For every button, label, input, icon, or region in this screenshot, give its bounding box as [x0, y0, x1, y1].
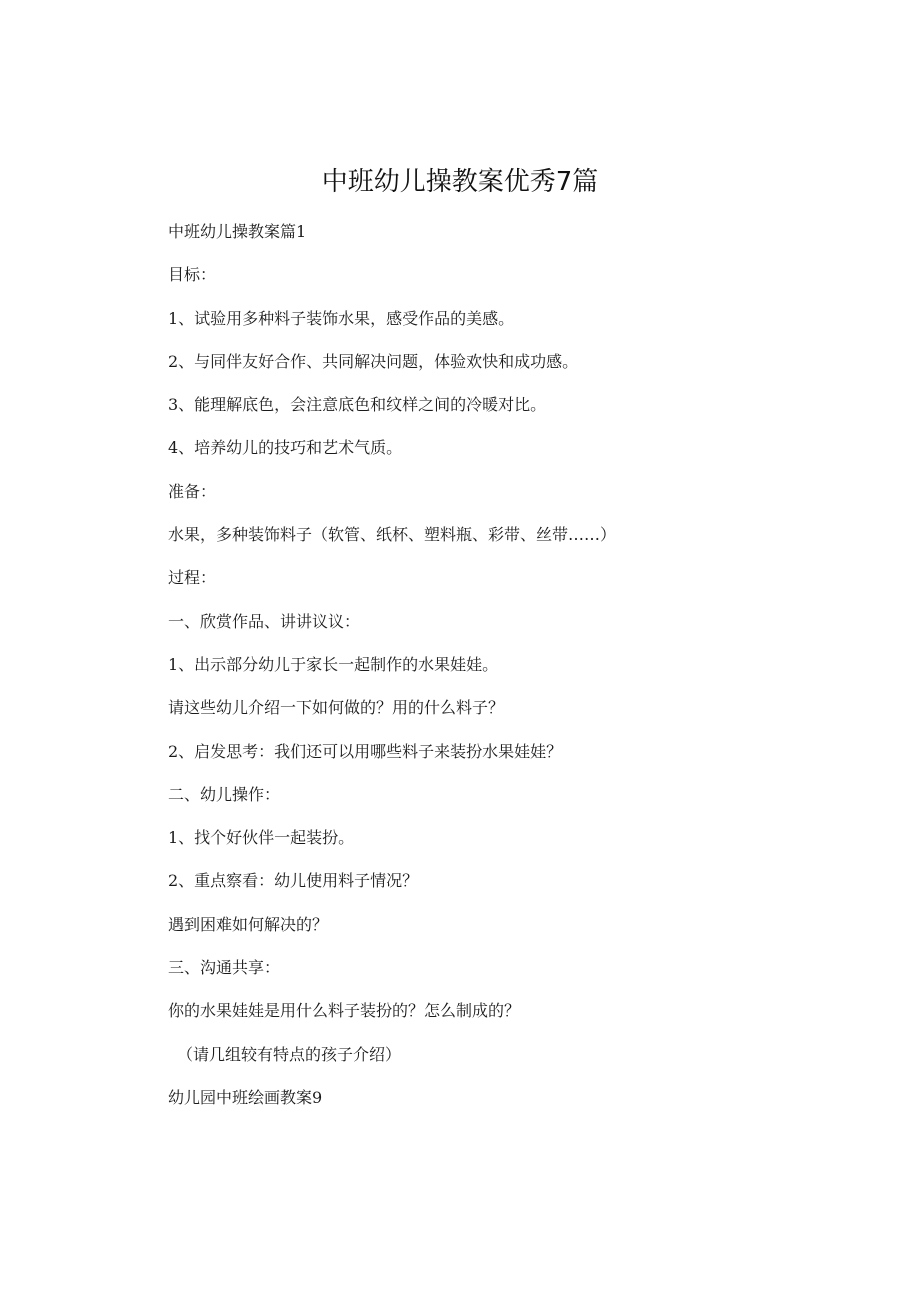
body-line: 请这些幼儿介绍一下如何做的？用的什么料子？ — [168, 698, 505, 718]
document-body — [168, 221, 848, 1130]
body-line: 4、培养幼儿的技巧和艺术气质。 — [168, 438, 403, 458]
body-line: 遇到困难如何解决的？ — [168, 914, 329, 934]
body-line: 2、与同伴友好合作、共同解决问题，体验欢快和成功感。 — [168, 351, 579, 371]
body-line: 1、出示部分幼儿于家长一起制作的水果娃娃。 — [168, 654, 499, 674]
body-line: （请几组较有特点的孩子介绍） — [177, 1044, 402, 1064]
body-line: 2、重点察看：幼儿使用料子情况？ — [168, 871, 419, 891]
body-line: 3、能理解底色，会注意底色和纹样之间的冷暖对比。 — [168, 395, 547, 415]
body-line: 2、启发思考：我们还可以用哪些料子来装扮水果娃娃？ — [168, 741, 563, 761]
body-line: 一、欣赏作品、讲讲议议： — [168, 611, 361, 631]
body-line: 你的水果娃娃是用什么料子装扮的？怎么制成的？ — [168, 1001, 521, 1021]
document-title: 中班幼儿操教案优秀7篇 — [321, 167, 599, 197]
body-line: 三、沟通共享： — [168, 958, 281, 978]
section-heading: 中班幼儿操教案篇1 — [168, 222, 307, 241]
body-line: 目标： — [168, 265, 217, 285]
body-line: 过程： — [168, 568, 217, 588]
body-line: 1、找个好伙伴一起装扮。 — [168, 828, 355, 848]
body-line: 准备： — [168, 481, 217, 501]
body-line: 水果，多种装饰料子（软管、纸杯、塑料瓶、彩带、丝带……） — [168, 525, 617, 545]
body-line: 二、幼儿操作： — [168, 784, 281, 804]
section-heading: 幼儿园中班绘画教案9 — [168, 1087, 323, 1107]
body-line: 1、试验用多种料子装饰水果，感受作品的美感。 — [168, 308, 515, 328]
